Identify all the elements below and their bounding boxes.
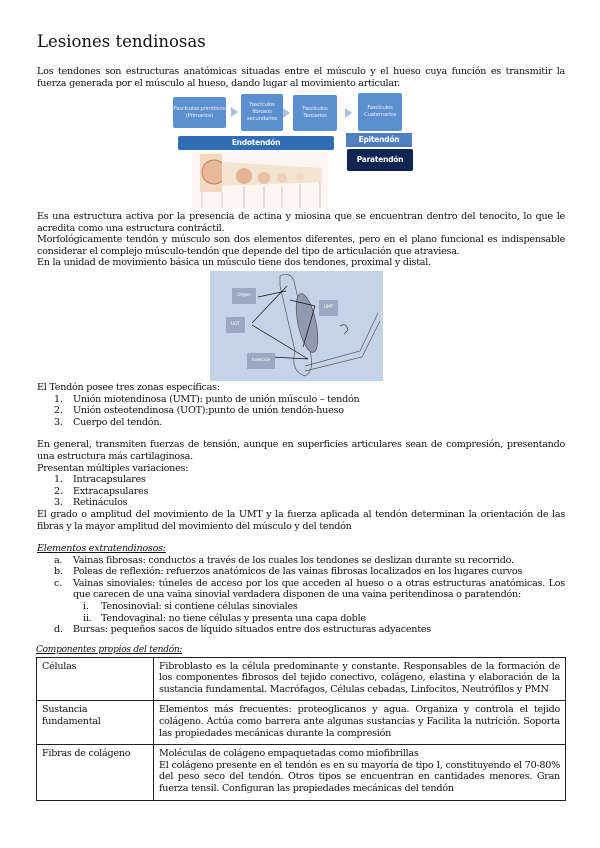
list-item [37,474,565,486]
list-number: i. [83,600,89,612]
label-uot: UOT [226,317,245,333]
zones-intro: El Tendón posee tres zonas específicas: [37,382,220,393]
table-cell-desc [154,701,566,745]
list-item [37,417,565,429]
muscle-tendon-figure [210,271,383,381]
list-text: Cuerpo del tendón. [73,416,163,428]
cell-text: Moléculas de colágeno empaquetadas como miofibrillas [159,748,419,760]
paragraph-tension: En general, transmiten fuerzas de tensión, aunque en superficies articulares sean de compresión, presentando una estructura más cartilaginosa. [37,439,565,462]
list-number: 2. [54,405,63,417]
list-text: Tenosinovial: si contiene células sinoviales [101,600,298,612]
list-text: Extracapsulares [73,485,149,497]
list-number: 1. [54,474,63,486]
table-cell-name: Sustancia fundamental [37,701,154,745]
diagram-box-quaternary: Fascículos Cuaternarios [358,93,402,131]
page-title: Lesiones tendinosas [37,32,206,51]
list-text: Tendovaginal: no tiene células y presenta una capa doble [101,612,366,624]
table-cell-name: Células [37,657,154,701]
list-text: Intracapsulares [73,474,146,486]
paragraph-movement-unit: En la unidad de movimiento básica un músculo tiene dos tendones, proximal y distal. [37,257,431,269]
arrow-icon [345,108,352,118]
list-text: Vainas sinoviales: túneles de acceso por los que acceden al hueso o a otras estructuras anatómicas. Los que carecen de una vaina sinovial verdadera disponen de una vaina peritendinosa o paratendón: [73,577,565,601]
paragraph-umt-amplitude: El grado o amplitud del movimiento de la UMT y la fuerza aplicada al tendón determinan la orientación de las fibras y la mayor amplitud del movimiento del músculo y del tendón [37,508,565,532]
list-number: 2. [54,485,63,497]
list-item [37,394,565,406]
list-number: a. [54,554,63,566]
list-item [37,497,565,509]
list-number: c. [54,577,62,589]
components-table [36,657,566,801]
sub-list-item [37,601,565,613]
paragraph-morphology: Morfológicamente tendón y músculo son dos elementos diferentes, pero en el plano funcional es indispensable considerar el complejo músculo-tendón que depende del tipo de articulación que atraviesa. [37,234,565,257]
extratendinous-heading: Elementos extratendinosos: [37,543,166,554]
paragraph-active-structure: Es una estructura activa por la presencia de actina y miosina que se encuentran dentro del tenocito, lo que le acredita como una estructura contráctil. [37,211,565,234]
zones-list [37,394,565,429]
cell-text: El colágeno presente en el tendón es en su mayoría de tipo I, constituyendo el 70-80% del peso seco del tendón. Otros tipos se encuentran en cantidades menores. Gran fuerza tensil. Configuran las propiedades mecánicas del tendón [159,759,560,794]
sub-list-item [37,613,565,625]
list-text: Bursas: pequeños sacos de líquido situados entre dos estructuras adyacentes [73,624,431,636]
list-item [37,566,565,578]
diagram-box-primary: Fascículos primitivos (Primarios) [173,97,226,128]
list-item [37,486,565,498]
list-item [37,555,565,567]
diagram-box-tertiary: Fascículos Terciarios [293,95,337,131]
endotendon-bar: Endotendón [178,136,334,150]
cell-text: Fibroblasto es la célula predominante y constante. Responsables de la formación de los componentes fibrosos del tejido conectivo, colágeno, elastina y elaboración de la sustancia fundamental. Macrófagos, Células cebadas, Linfocitos, Neutrófilos y PMN [159,660,560,695]
intro-paragraph: Los tendones son estructuras anatómicas situadas entre el músculo y el hueso cuya función es transmitir la fuerza generada por el músculo al hueso, dando lugar al movimiento articular. [37,66,565,89]
arrow-icon [283,108,290,118]
list-number: 1. [54,393,63,405]
list-number: 3. [54,497,63,509]
tendon-structure-illustration [192,152,328,208]
list-text: Retináculos [73,497,128,509]
list-text: Poleas de reflexión: refuerzos anatómicos de las vainas fibrosas localizados en los lugares curvos [73,566,523,578]
list-item [37,624,565,636]
list-number: 3. [54,416,63,428]
table-cell-desc [154,745,566,800]
label-origin: Origen [232,288,256,304]
list-number: ii. [83,612,92,624]
list-number: d. [54,624,63,636]
paratendon-bar: Paratendón [347,149,413,171]
diagram-box-secondary: Fascículos fibrosos secundarios [241,94,283,131]
table-row [37,701,566,745]
list-item [37,578,565,601]
label-insertion: Inserción [247,353,275,369]
arrow-icon [231,107,238,117]
list-item [37,405,565,417]
table-row [37,657,566,701]
epitendon-bar: Epitendón [346,133,412,147]
table-cell-name: Fibras de colágeno [37,745,154,800]
table-row [37,745,566,800]
table-cell-desc [154,657,566,701]
label-umt: UMT [319,300,338,316]
list-text: Vainas fibrosas: conductos a través de los cuales los tendones se deslizan durante su recorrido. [73,554,514,566]
cell-text: Elementos más frecuentes: proteoglicanos y agua. Organiza y controla el tejido colágeno. Actúa como barrera ante algunas sustancias y Facilita la nutrición. Soporta las propiedades mecánicas durante la compresión [159,704,560,739]
list-number: b. [54,566,63,578]
list-text: Unión miotendinosa (UMT): punto de unión músculo – tendón [73,393,360,405]
list-text: Unión osteotendinosa (UOT):punto de unión tendón-hueso [73,405,344,417]
components-heading: Componentes propios del tendón: [36,645,183,655]
variations-intro: Presentan múltiples variaciones: [37,462,189,474]
